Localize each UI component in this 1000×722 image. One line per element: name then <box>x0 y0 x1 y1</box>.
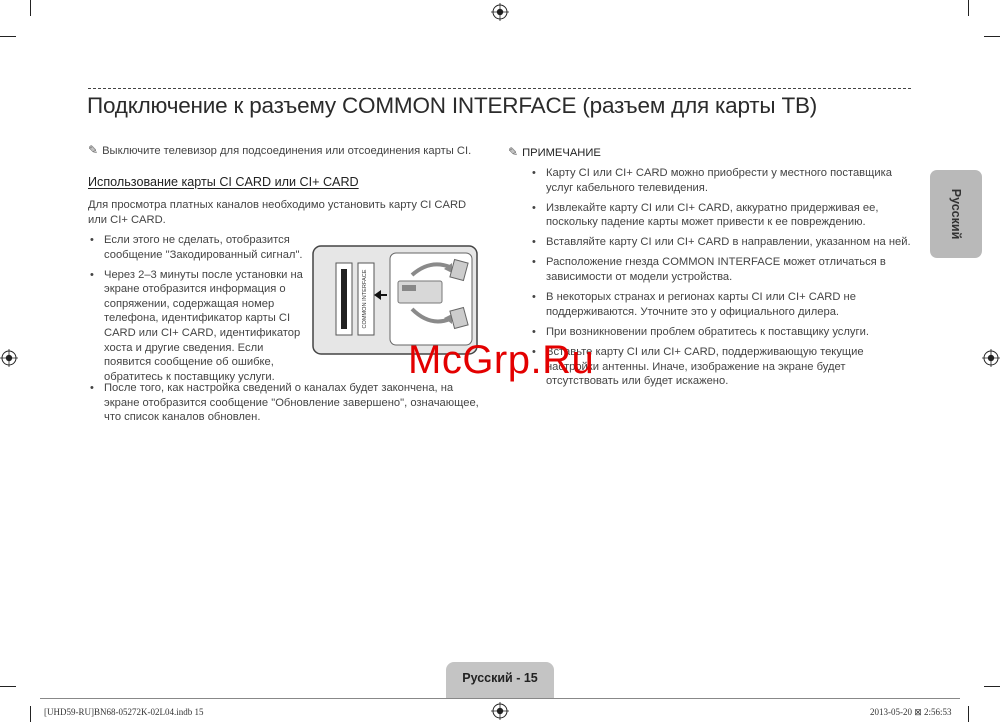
list-item: • Расположение гнезда COMMON INTERFACE может отличаться в зависимости от модели устройства. <box>530 255 916 284</box>
page-number-label: Русский - 15 <box>462 671 538 685</box>
watermark: McGrp.Ru <box>408 338 595 382</box>
crop-mark <box>0 686 16 687</box>
list-item: • После того, как настройка сведений о каналах будет закончена, на экране отобразится сообщение "Обновление завершено", означающее, что список каналов обновлен. <box>88 381 488 425</box>
list-item: • В некоторых странах и регионах карты CI или CI+ CARD не поддерживаются. Уточните это у официального дилера. <box>530 290 916 319</box>
crop-mark <box>984 686 1000 687</box>
registration-mark-icon <box>0 349 18 367</box>
footer-timestamp: 2013-05-20 ⊠ 2:56:53 <box>870 707 952 717</box>
registration-mark-icon <box>491 3 509 21</box>
crop-mark <box>30 706 31 722</box>
power-off-note <box>88 143 488 159</box>
list-item: • Извлекайте карту CI или CI+ CARD, аккуратно придерживая ее, поскольку падение карты может привести к ее повреждению. <box>530 201 916 230</box>
note-heading-text: ПРИМЕЧАНИЕ <box>522 147 601 159</box>
footer-file-info: [UHD59-RU]BN68-05272K-02L04.indb 15 <box>44 707 204 717</box>
note-text: Выключите телевизор для подсоединения или отсоединения карты CI. <box>102 145 472 157</box>
list-item: • Если этого не сделать, отобразится сообщение "Закодированный сигнал". <box>88 233 303 262</box>
crop-mark <box>0 36 16 37</box>
list-item: • Карту CI или CI+ CARD можно приобрести у местного поставщика услуг кабельного телевидения. <box>530 166 916 195</box>
common-interface-label: COMMON INTERFACE <box>362 269 368 329</box>
note-heading <box>508 145 601 161</box>
title-divider <box>88 88 911 89</box>
note-pencil-icon: ✎ <box>508 145 519 159</box>
footer-divider <box>40 698 960 699</box>
registration-mark-icon <box>982 349 1000 367</box>
left-bullet-list-continued <box>88 381 488 430</box>
registration-mark-icon <box>491 702 509 720</box>
page-title: Подключение к разъему COMMON INTERFACE (разъем для карты ТВ) <box>87 93 818 118</box>
list-item: • Через 2–3 минуты после установки на экране отобразится информация о сопряжении, содержащая номер телефона, идентификатор карты CI CARD или CI+ CARD, идентификатор хоста и другие сведения. Если появится сообщение об ошибке, обратитесь к поставщику услуги. <box>88 268 303 385</box>
language-side-tab <box>930 170 982 258</box>
note-pencil-icon: ✎ <box>88 143 99 157</box>
crop-mark <box>968 706 969 722</box>
crop-mark <box>30 0 31 16</box>
crop-mark <box>984 36 1000 37</box>
list-item: • Вставляйте карту CI или CI+ CARD в направлении, указанном на ней. <box>530 235 916 250</box>
crop-mark <box>968 0 969 16</box>
language-side-tab-label: Русский <box>949 188 963 240</box>
list-item: • Вставьте карту CI или CI+ CARD, поддерживающую текущие настройки антенны. Иначе, изображение на экране будет отсутствовать или будет искажено. <box>530 345 916 389</box>
list-item: • При возникновении проблем обратитесь к поставщику услуги. <box>530 325 916 340</box>
intro-paragraph: Для просмотра платных каналов необходимо установить карту CI CARD или CI+ CARD. <box>88 199 467 226</box>
page-number-tab <box>446 662 554 698</box>
section-subheading: Использование карты CI CARD или CI+ CARD <box>88 175 359 189</box>
left-bullet-list <box>88 233 303 390</box>
